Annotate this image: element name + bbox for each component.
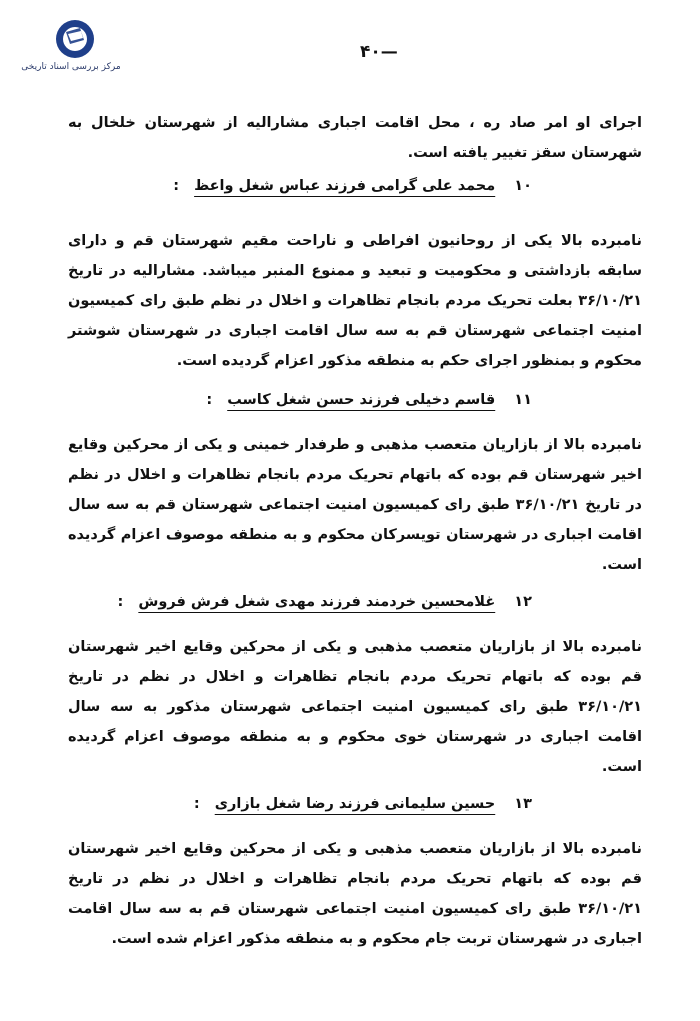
section-body-11: نامبرده بالا از بازاریان متعصب مذهبی و طرفدار خمینی و یکی از محرکین وقایع اخیر شهرستان قم بوده که باتهام تحریک مردم بانجام تظاهرات و اخلال در نظم در تاریخ ۳۶/۱۰/۲۱ طبق رای کمیسیون امنیت اجتماعی شهرستان قم به سه سال اقامت اجباری در شهرستان تویسرکان محکوم و به منطقه موصوف اعزام گردیده است. <box>68 437 642 573</box>
page-number: —۴۰ <box>360 42 398 62</box>
section-body-10: نامبرده بالا یکی از روحانیون افراطی و ناراحت مقیم شهرستان قم و دارای سابقه بازداشتی و محکومیت و تبعید و ممنوع المنبر میباشد. مشارالیه در تاریخ ۳۶/۱۰/۲۱ بعلت تحریک مردم بانجام تظاهرات و اخلال در نظم طبق رای کمیسیون امنیت اجتماعی شهرستان قم به سه سال اقامت اجباری در شهرستان شوشتر محکوم و بمنظور اجرای حکم به منطقه مذکور اعزام گردیده است. <box>68 233 642 369</box>
section-body-12: نامبرده بالا از بازاریان متعصب مذهبی و یکی از محرکین وقایع اخیر شهرستان قم بوده که باتهام تحریک مردم بانجام تظاهرات و اخلال در نظم در تاریخ ۳۶/۱۰/۲۱ طبق رای کمیسیون امنیت اجتماعی شهرستان مذکور به سه سال اقامت اجباری در شهرستان خوی محکوم و به منطقه موصوف اعزام گردیده است. <box>68 639 642 775</box>
section-number-12: ۱۲ <box>514 594 532 610</box>
section-body-13: نامبرده بالا از بازاریان متعصب مذهبی و یکی از محرکین وقایع اخیر شهرستان قم بوده که باتهام تحریک مردم بانجام تظاهرات و اخلال در نظم در تاریخ ۳۶/۱۰/۲۱ طبق رای کمیسیون امنیت اجتماعی شهرستان قم به سه سال اقامت اجباری در شهرستان تربت جام محکوم و به منطقه مذکور اعزام شده است. <box>68 841 642 947</box>
section-number-11: ۱۱ <box>514 392 532 408</box>
section-heading-10 <box>68 174 642 198</box>
section-heading-12 <box>68 590 642 614</box>
section-colon-13: : <box>193 796 200 812</box>
archive-logo-text: مرکز بررسی اسناد تاریخی <box>21 62 121 72</box>
section-colon-12: : <box>117 594 124 610</box>
section-heading-13 <box>68 792 642 816</box>
section-colon-11: : <box>206 392 213 408</box>
section-number-13: ۱۳ <box>514 796 532 812</box>
intro-paragraph: اجرای او امر صاد ره ، محل اقامت اجباری مشارالیه از شهرستان خلخال به شهرستان سقز تغییر یافته است. <box>68 115 642 161</box>
section-colon-10: : <box>173 178 180 194</box>
section-title-13: حسین سلیمانی فرزند رضا شغل بازاری <box>214 796 496 812</box>
section-title-11: قاسم دخیلی فرزند حسن شغل کاسب <box>227 392 496 408</box>
section-title-12: غلامحسین خردمند فرزند مهدی شغل فرش فروش <box>138 594 496 610</box>
section-heading-11 <box>68 388 642 412</box>
archive-logo <box>16 18 126 78</box>
section-title-10: محمد علی گرامی فرزند عباس شغل واعظ <box>194 178 496 194</box>
section-number-10: ۱۰ <box>514 178 532 194</box>
archive-logo-icon <box>54 18 96 60</box>
document-body <box>68 108 642 954</box>
